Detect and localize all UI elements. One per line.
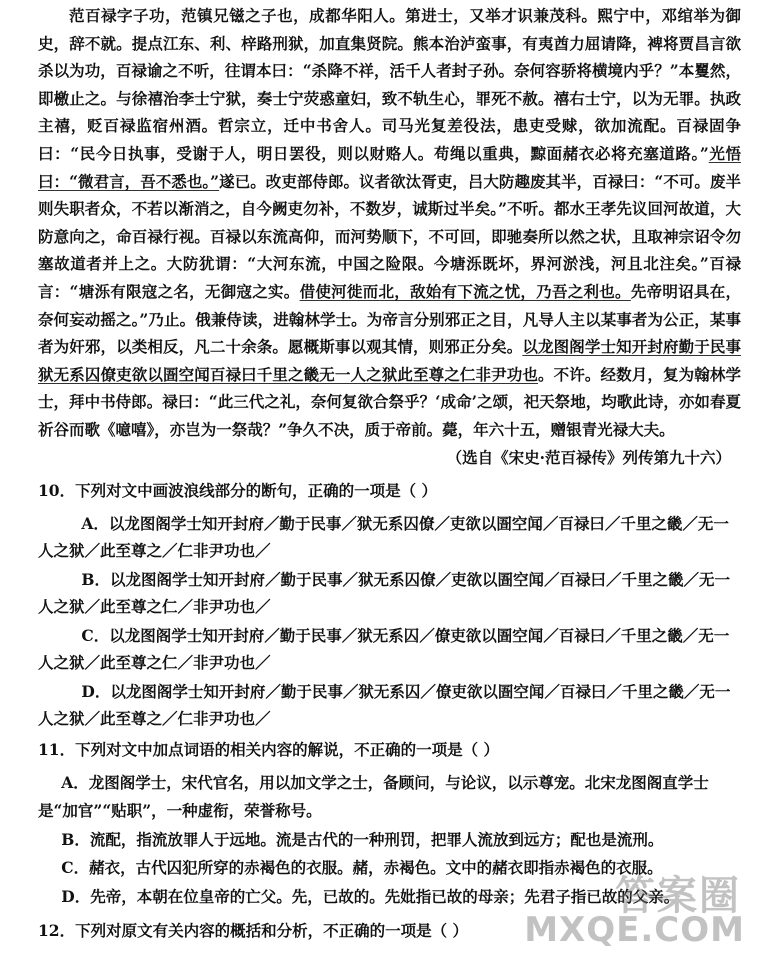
watermark-logo-text: 答案圈	[615, 873, 741, 919]
question-10-stem: 10．下列对文中画波浪线部分的断句，正确的一项是（ ）	[38, 480, 437, 500]
question-11-option-a: A．龙图阁学士，宋代官名，用以加文学之士，备顾问，与论议，以示尊宠。北宋龙图阁直学士是“加官”“贴职”，一种虚衔，荣誉称号。	[38, 772, 709, 821]
question-11-option-b: B．流配，指流放罪人于远地。流是古代的一种刑罚，把罪人流放到远方；配也是流刑。	[61, 829, 664, 849]
question-12	[38, 917, 741, 944]
reading-passage	[38, 2, 741, 444]
question-11	[38, 736, 741, 912]
question-10	[38, 477, 741, 732]
passage-text-2: 遂已。改吏部侍郎。议者欲汰胥吏，吕大防趣废其半，百禄曰：“不可。废半则失职者众，不若以渐消之，自今阙吏勿补，不数岁，诚斯过半矣。”不听。都水王孝先议回河故道，大防意向之，命百禄行视。百禄以东流高仰，而河势顺下，不可回，即驰奏所以然之状，且取神宗诏令勿塞故道者并上之。大防犹谓：“大河东流，中国之险限。今塘泺既坏，界河淤浅，河且北注矣。”百禄言：“塘泺有限寇之名，无御寇之实。	[38, 171, 741, 301]
passage-text-4: 。不许。经数月，复为翰林学士，拜中书侍郎。禄曰：“此三代之礼，奈何复欲合祭乎？‘成命’之颂，祀天祭地，均歌此诗，亦如春夏祈谷而歌《噫嘻》，亦岂为一祭哉？”争久不决，质于帝前。薨，年六十五，赠银青光禄大夫。	[38, 364, 741, 439]
passage-text-1: 范百禄字子功，范镇兄镃之子也，成都华阳人。第进士，又举才识兼茂科。熙宁中，邓绾举为御史，辞不就。提点江东、利、梓路刑狱，加直集贤院。熊本治泸蛮事，有夷酋力屈请降，裨将贾昌言欲杀以为功，百禄谕之不听，往谓本曰：“杀降不祥，活千人者封子孙。奈何容骄将横境内乎？”本矍然，即檄止之。与徐禧治李士宁狱，奏士宁荧惑童妇，致不轨生心，罪死不赦。禧右士宁，以为无罪。执政主禧，贬百禄监宿州酒。哲宗立，迁中书舍人。司马光复差役法，患吏受赇，欲加流配。百禄固争曰：“民今日执事，受谢于人，明日罢役，则以财赂人。苟绳以重典，黥面赭衣必将充塞道路。”	[38, 6, 741, 163]
passage-text-3: 先帝明诏具在，奈何妄动摇之。”乃止。俄兼侍读，进翰林学士。为帝言分别邪正之目，凡导人主以某事者为公正，某事者为奸邪，以类相反，凡二十余条。愿概斯事以观其情，则邪正分矣。	[38, 281, 741, 357]
passage-source: （选自《宋史·范百禄传》列传第九十六）	[446, 447, 731, 467]
question-11-option-c: C．赭衣，古代囚犯所穿的赤褐色的衣服。赭，赤褐色。文中的赭衣即指赤褐色的衣服。	[61, 858, 663, 878]
wavy-underlined-sentence: 以龙图阁学士知开封府勤于民事狱无系囚僚吏欲以圄空闻百禄曰千里之畿无一人之狱此至尊之仁非尹功也	[38, 337, 741, 384]
underlined-sentence-1: 光悟曰：“微君言，吾不悉也。”	[38, 143, 741, 191]
question-12-stem: 12．下列对原文有关内容的概括和分析，不正确的一项是（ ）	[38, 921, 468, 941]
question-11-stem: 11．下列对文中加点词语的相关内容的解说，不正确的一项是（ ）	[38, 739, 499, 759]
question-10-option-a: A．以龙图阁学士知开封府／勤于民事／狱无系囚僚／吏欲以圄空闻／百禄曰／千里之畿／无一人之狱／此至尊之／仁非尹功也／	[38, 513, 729, 560]
question-10-option-d: D．以龙图阁学士知开封府／勤于民事／狱无系囚／僚吏欲以圄空闻／百禄曰／千里之畿／无一人之狱／此至尊之／仁非尹功也／	[38, 681, 731, 728]
question-10-option-c: C．以龙图阁学士知开封府／勤于民事／狱无系囚／僚吏欲以圄空闻／百禄曰／千里之畿／无一人之狱／此至尊之仁／非尹功也／	[38, 625, 730, 672]
question-11-option-d: D．先帝，本朝在位皇帝的亡父。先，已故的。先妣指已故的母亲；先君子指已故的父亲。	[61, 886, 680, 906]
question-10-option-b: B．以龙图阁学士知开封府／勤于民事／狱无系囚僚／吏欲以圄空闻／百禄曰／千里之畿／无一人之狱／此至尊之仁／非尹功也／	[38, 569, 730, 616]
watermark-url: MXQE.COM	[524, 910, 745, 950]
underlined-sentence-2: 借使河徙而北，敌始有下流之忧，乃吾之利也。	[299, 281, 631, 301]
passage-paragraph	[38, 2, 741, 444]
